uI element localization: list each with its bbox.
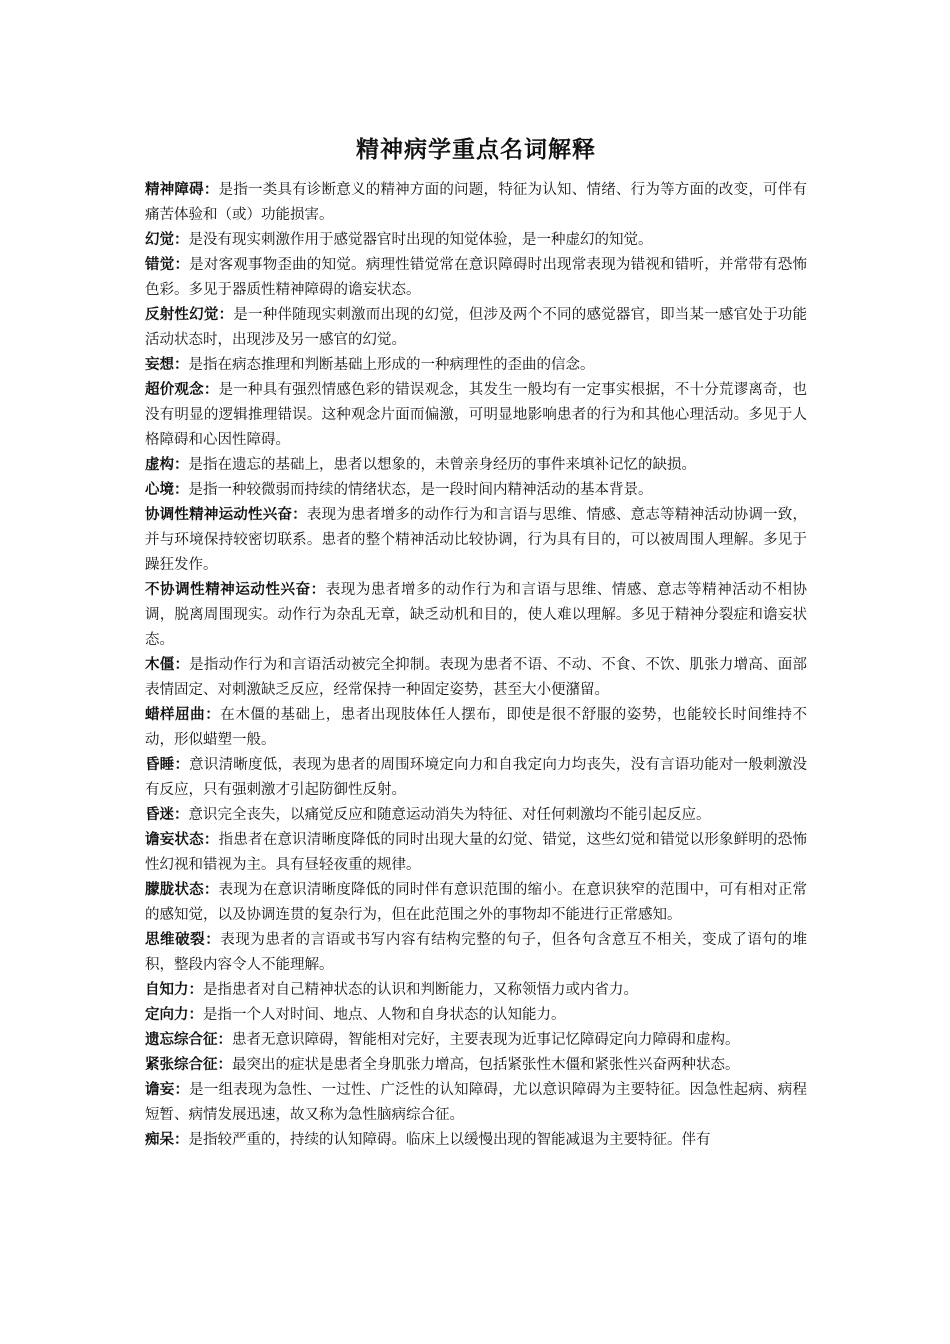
term-separator: ： [203, 182, 219, 198]
glossary-definition: 是指一种较微弱而持续的情绪状态，是一段时间内精神活动的基本背景。 [188, 482, 653, 498]
glossary-entry [145, 1078, 807, 1128]
glossary-term: 谵妄状态 [145, 832, 204, 848]
glossary-definition: 指患者在意识清晰度降低的同时出现大量的幻觉、错觉，这些幻觉和错觉以形象鲜明的恐怖性幻视和错视为主。具有昼轻夜重的规律。 [145, 832, 808, 873]
term-separator: ： [310, 582, 326, 598]
glossary-entry [145, 378, 807, 453]
glossary-definition: 表现为在意识清晰度降低的同时伴有意识范围的缩小。在意识狭窄的范围中，可有相对正常的感知觉，以及协调连贯的复杂行为，但在此范围之外的事物却不能进行正常感知。 [145, 882, 808, 923]
term-separator: ： [205, 707, 221, 723]
glossary-definition: 是一种具有强烈情感色彩的错误观念，其发生一般均有一定事实根据，不十分荒谬离奇，也没有明显的逻辑推理错误。这种观念片面而偏激，可明显地影响患者的行为和其他心理活动。多见于人格障碍和心因性障碍。 [145, 382, 808, 448]
glossary-entry [145, 1053, 807, 1078]
term-separator: ： [217, 1032, 232, 1048]
glossary-entry [145, 453, 807, 478]
glossary-term: 遗忘综合征 [145, 1032, 218, 1048]
glossary-term: 昏迷 [145, 807, 174, 823]
glossary-definition: 是一种伴随现实刺激而出现的幻觉，但涉及两个不同的感觉器官，即当某一感官处于功能活动状态时，出现涉及另一感官的幻觉。 [145, 307, 808, 348]
term-separator: ： [217, 1057, 232, 1073]
glossary-entry [145, 253, 807, 303]
term-separator: ： [174, 482, 189, 498]
glossary-definition: 是指在病态推理和判断基础上形成的一种病理性的歪曲的信念。 [188, 357, 595, 373]
glossary-term: 心境 [145, 482, 174, 498]
glossary-definition: 表现为患者增多的动作行为和言语与思维、情感、意志等精神活动不相协调，脱离周围现实。动作行为杂乱无章，缺乏动机和目的，使人难以理解。多见于精神分裂症和谵妄状态。 [145, 582, 808, 648]
glossary-term: 昏睡 [145, 757, 175, 773]
glossary-definition: 表现为患者的言语或书写内容有结构完整的句子，但各句含意互不相关，变成了语句的堆积，整段内容令人不能理解。 [145, 932, 808, 973]
glossary-term: 痴呆 [145, 1132, 174, 1148]
glossary-definition: 是对客观事物歪曲的知觉。病理性错觉常在意识障碍时出现常表现为错视和错听，并常带有恐怖色彩。多见于器质性精神障碍的谵妄状态。 [145, 257, 808, 298]
glossary-term: 思维破裂 [145, 932, 206, 948]
glossary-entry [145, 178, 807, 228]
glossary-term: 精神障碍 [145, 182, 204, 198]
glossary-definition: 在木僵的基础上，患者出现肢体任人摆布，即使是很不舒服的姿势，也能较长时间维持不动，形似蜡塑一般。 [145, 707, 808, 748]
glossary-entry [145, 303, 807, 353]
glossary-term: 紧张综合征 [145, 1057, 218, 1073]
glossary-term: 定向力 [145, 1007, 189, 1023]
glossary-definition: 患者无意识障碍，智能相对完好，主要表现为近事记忆障碍定向力障碍和虚构。 [232, 1032, 740, 1048]
term-separator: ： [205, 932, 221, 948]
glossary-term: 反射性幻觉 [145, 307, 219, 323]
glossary-entry [145, 578, 807, 653]
glossary-definition: 是指患者对自己精神状态的认识和判断能力，又称领悟力或内省力。 [203, 982, 638, 998]
glossary-definition: 是指一个人对时间、地点、人物和自身状态的认知能力。 [203, 1007, 566, 1023]
term-separator: ： [174, 1132, 189, 1148]
glossary-definition: 表现为患者增多的动作行为和言语与思维、情感、意志等精神活动协调一致，并与环境保持较密切联系。患者的整个精神活动比较协调，行为具有目的，可以被周围人理解。多见于躁狂发作。 [145, 507, 808, 573]
glossary-list [145, 178, 807, 1153]
glossary-definition: 是指较严重的，持续的认知障碍。临床上以缓慢出现的智能减退为主要特征。伴有 [188, 1132, 711, 1148]
glossary-definition: 意识清晰度低，表现为患者的周围环境定向力和自我定向力均丧失，没有言语功能对一般刺激没有反应，只有强刺激才引起防御性反射。 [145, 757, 808, 798]
glossary-entry [145, 228, 807, 253]
document-page [145, 132, 807, 1153]
term-separator: ： [292, 507, 307, 523]
glossary-term: 协调性精神运动性兴奋 [145, 507, 293, 523]
glossary-entry [145, 503, 807, 578]
glossary-entry [145, 478, 807, 503]
term-separator: ： [174, 232, 189, 248]
term-separator: ： [218, 307, 234, 323]
term-separator: ： [203, 382, 219, 398]
glossary-term: 虚构 [145, 457, 174, 473]
glossary-term: 谵妄 [145, 1082, 175, 1098]
glossary-definition: 意识完全丧失，以痛觉反应和随意运动消失为特征、对任何刺激均不能引起反应。 [188, 807, 711, 823]
term-separator: ： [174, 257, 190, 273]
glossary-definition: 是没有现实刺激作用于感觉器官时出现的知觉体验，是一种虚幻的知觉。 [188, 232, 653, 248]
term-separator: ： [174, 1082, 190, 1098]
glossary-entry [145, 928, 807, 978]
glossary-entry [145, 703, 807, 753]
document-title: 精神病学重点名词解释 [356, 136, 596, 163]
glossary-term: 错觉 [145, 257, 175, 273]
term-separator: ： [174, 357, 189, 373]
glossary-entry [145, 803, 807, 828]
term-separator: ： [174, 657, 190, 673]
glossary-term: 朦胧状态 [145, 882, 204, 898]
glossary-entry [145, 753, 807, 803]
glossary-entry [145, 653, 807, 703]
glossary-entry [145, 1128, 807, 1153]
glossary-entry [145, 878, 807, 928]
glossary-term: 不协调性精神运动性兴奋 [145, 582, 311, 598]
glossary-definition: 是指一类具有诊断意义的精神方面的问题，特征为认知、情绪、行为等方面的改变，可伴有痛苦体验和（或）功能损害。 [145, 182, 808, 223]
glossary-entry [145, 1028, 807, 1053]
glossary-entry [145, 1003, 807, 1028]
glossary-entry [145, 828, 807, 878]
term-separator: ： [188, 1007, 203, 1023]
glossary-term: 木僵 [145, 657, 175, 673]
glossary-term: 妄想 [145, 357, 174, 373]
term-separator: ： [203, 832, 219, 848]
glossary-term: 超价观念 [145, 382, 204, 398]
glossary-term: 自知力 [145, 982, 189, 998]
glossary-term: 幻觉 [145, 232, 174, 248]
glossary-entry [145, 353, 807, 378]
term-separator: ： [188, 982, 203, 998]
glossary-definition: 是一组表现为急性、一过性、广泛性的认知障碍，尤以意识障碍为主要特征。因急性起病、病程短暂、病情发展迅速，故又称为急性脑病综合征。 [145, 1082, 808, 1123]
term-separator: ： [174, 807, 189, 823]
glossary-definition: 最突出的症状是患者全身肌张力增高，包括紧张性木僵和紧张性兴奋两种状态。 [232, 1057, 740, 1073]
term-separator: ： [174, 757, 190, 773]
glossary-term: 蜡样屈曲 [145, 707, 206, 723]
glossary-definition: 是指动作行为和言语活动被完全抑制。表现为患者不语、不动、不食、不饮、肌张力增高、面部表情固定、对刺激缺乏反应，经常保持一种固定姿势，甚至大小便潴留。 [145, 657, 808, 698]
glossary-entry [145, 978, 807, 1003]
glossary-definition: 是指在遗忘的基础上，患者以想象的，未曾亲身经历的事件来填补记忆的缺损。 [188, 457, 696, 473]
term-separator: ： [203, 882, 219, 898]
term-separator: ： [174, 457, 189, 473]
